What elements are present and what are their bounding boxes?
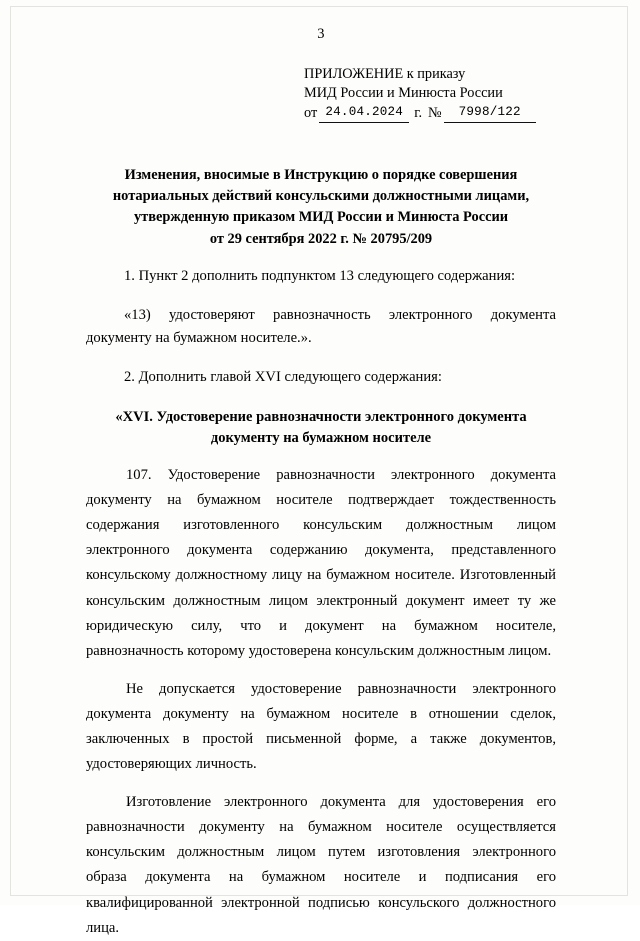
from-label: от bbox=[304, 105, 318, 122]
order-number-field: 7998/122 bbox=[444, 104, 536, 122]
order-date-field: 24.04.2024 bbox=[319, 104, 409, 122]
body-paragraph-restriction: Не допускается удостоверение равнозначности электронного документа документу на бумажном носителе в отношении сделок, заключенных в простой письменной форме, а также документов, удостоверяющих личность. bbox=[86, 680, 556, 773]
appendix-line-1: ПРИЛОЖЕНИЕ к приказу bbox=[304, 66, 466, 82]
title-line-3: утвержденную приказом МИД России и Минюста России bbox=[133, 209, 509, 226]
document-title bbox=[86, 165, 556, 250]
paragraph-item-1: 1. Пункт 2 дополнить подпунктом 13 следующего содержания: bbox=[124, 267, 516, 284]
chapter-title-line-2: документу на бумажном носителе bbox=[210, 430, 432, 447]
chapter-title-line-1: «XVI. Удостоверение равнозначности электронного документа bbox=[115, 408, 527, 425]
paragraph-item-3: 2. Дополнить главой XVI следующего содержания: bbox=[124, 368, 442, 385]
appendix-line-2: МИД России и Минюста России bbox=[304, 84, 503, 101]
number-label: № bbox=[428, 105, 442, 122]
year-label: г. bbox=[414, 105, 423, 122]
title-line-1: Изменения, вносимые в Инструкцию о порядке совершения bbox=[124, 166, 518, 183]
page-number: 3 bbox=[317, 26, 325, 42]
chapter-title bbox=[86, 407, 556, 451]
page-content bbox=[86, 26, 556, 941]
title-line-4: от 29 сентября 2022 г. № 20795/209 bbox=[209, 230, 433, 247]
paragraph-item-2: «13) удостоверяют равнозначность электронного документа документу на бумажном носителе.». bbox=[86, 306, 556, 347]
body-paragraph-107: 107. Удостоверение равнозначности электронного документа документу на бумажном носителе подтверждает тождественность содержания изготовленного консульским должностным лицом электронного документа содержанию документа, представленного консульскому должностному лицу на бумажном носителе. Изготовленный консульским должностным лицом электронный документ имеет ту же юридическую силу, что и документ на бумажном носителе, равнозначность которому удостоверена консульским должностным лицом. bbox=[86, 467, 556, 659]
title-line-2: нотариальных действий консульскими должностными лицами, bbox=[112, 188, 530, 205]
appendix-header bbox=[304, 65, 556, 123]
body-paragraph-procedure: Изготовление электронного документа для удостоверения его равнозначности документу на бумажном носителе осуществляется консульским должностным лицом путем изготовления электронного образа документа на бумажном носителе и подписания его квалифицированной электронной подписью консульского должностного лица. bbox=[86, 794, 556, 936]
appendix-order-line bbox=[304, 104, 556, 123]
